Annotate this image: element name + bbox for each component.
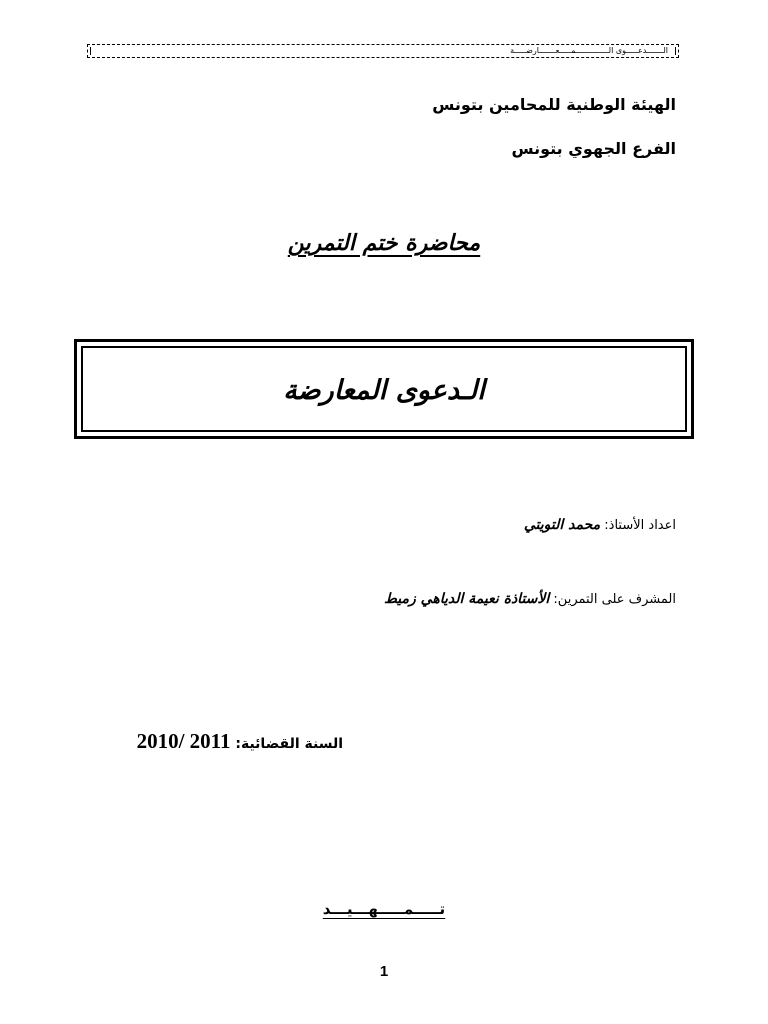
- supervisor-name: الأستاذة نعيمة الدياهي زميط: [384, 591, 550, 607]
- prepared-by-line: [524, 515, 676, 536]
- running-header: الـــــــدعـــــوى الــــــــــــــمـــــعـــــــارضـــــة: [510, 46, 668, 55]
- page-number: 1: [379, 963, 389, 980]
- prepared-by-label: اعداد الأستاذ:: [604, 518, 676, 533]
- main-title: الـدعوى المعارضة: [283, 375, 485, 406]
- preface-heading: تـــــمـــــهـــيـــد: [322, 900, 446, 918]
- title-box: [74, 339, 694, 439]
- frame-corner-right: [675, 47, 676, 55]
- supervisor-line: [384, 589, 676, 610]
- judicial-year-label: السنة القضائية:: [235, 736, 343, 752]
- prepared-by-name: محمد التويتي: [523, 517, 601, 533]
- frame-corner-left: [90, 47, 91, 55]
- judicial-year-value: 2010/ 2011: [136, 729, 231, 753]
- branch-name: الفرع الجهوي بتونس: [511, 139, 676, 158]
- running-header-frame: [87, 44, 679, 58]
- organization-name: الهيئة الوطنية للمحامين بتونس: [432, 95, 676, 114]
- judicial-year-line: [137, 728, 343, 757]
- supervisor-label: المشرف على التمرين:: [553, 592, 676, 607]
- title-box-inner-border: [81, 346, 687, 432]
- lecture-title: محاضرة ختم التمرين: [287, 230, 481, 256]
